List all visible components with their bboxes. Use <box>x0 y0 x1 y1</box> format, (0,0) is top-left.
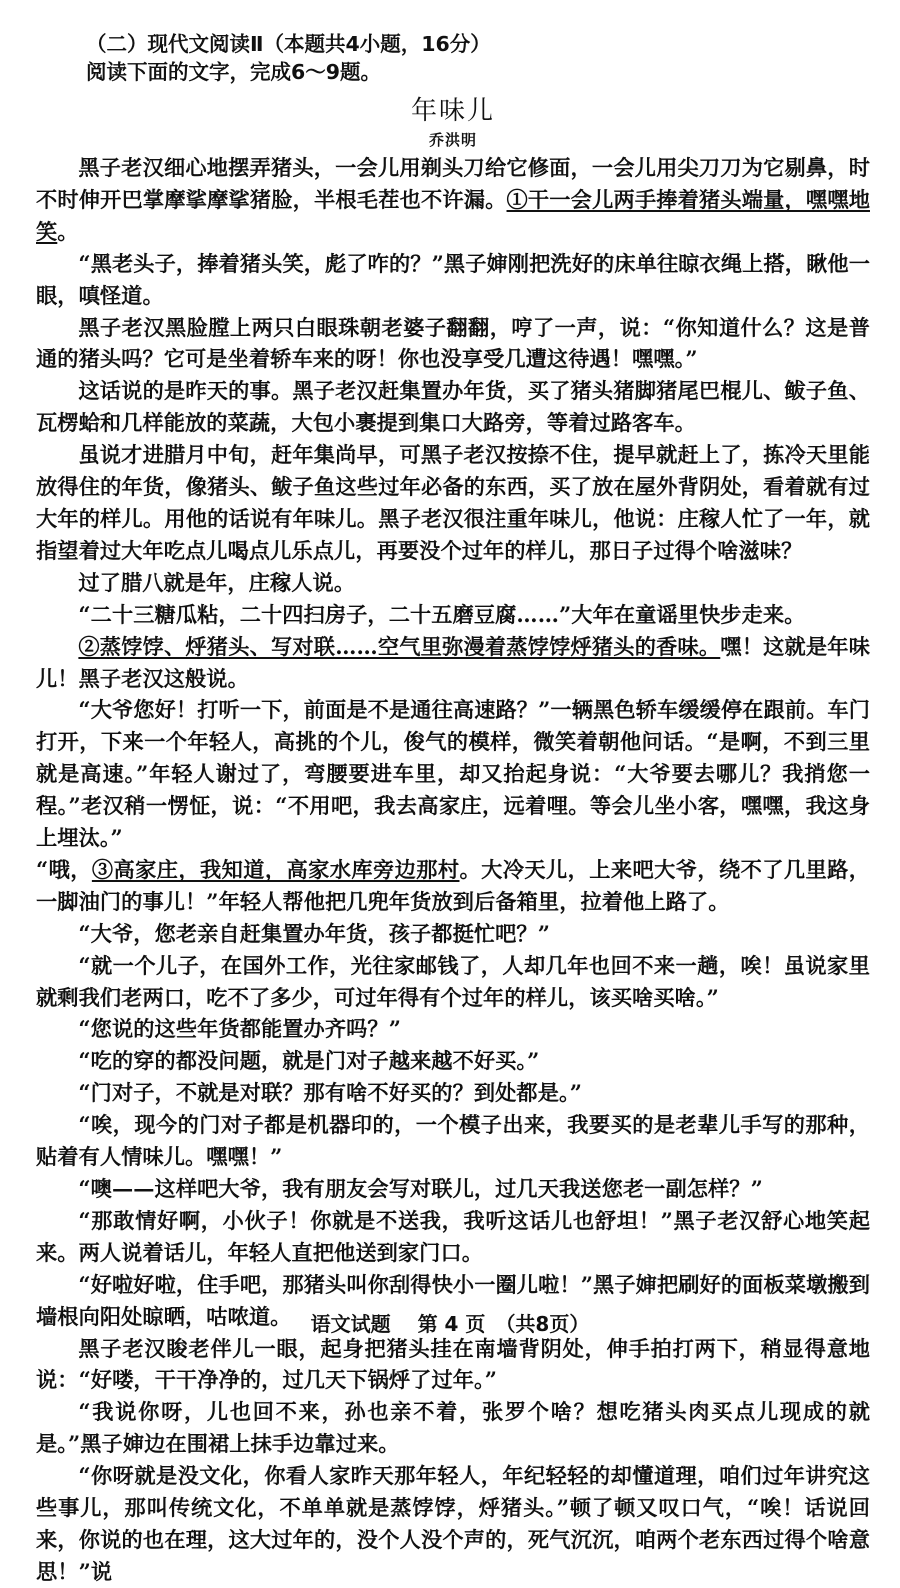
paragraph: “大爷，您老亲自赶集置办年货，孩子都挺忙吧？” <box>78 920 551 946</box>
paragraph: “黑老头子，捧着猪头笑，彪了咋的？”黑子婶刚把洗好的床单往晾衣绳上搭，瞅他一眼，嗔怪道。 <box>36 250 870 308</box>
underlined-sentence-2: ②蒸饽饽、烀猪头、写对联……空气里弥漫着蒸饽饽烀猪头的香味。 <box>78 633 721 659</box>
paragraph: “二十三糖瓜粘，二十四扫房子，二十五磨豆腐……”大年在童谣里快步走来。 <box>78 601 806 627</box>
footer-total-pages: （共8页） <box>495 1312 590 1336</box>
article-author: 乔洪明 <box>428 131 477 149</box>
paragraph-text: 嘿！这就是年味儿！黑子老汉这般说。 <box>36 633 870 691</box>
paragraph: 这话说的是昨天的事。黑子老汉赶集置办年货，买了猪头猪脚猪尾巴棍儿、鲅子鱼、瓦楞蛤和几样能放的菜蔬，大包小裹提到集口大路旁，等着过路客车。 <box>36 378 870 436</box>
section-heading: （二）现代文阅读Ⅱ（本题共4小题，16分） <box>86 32 491 56</box>
paragraph: “那敢情好啊，小伙子！你就是不送我，我听这话儿也舒坦！”黑子老汉舒心地笑起来。两人说着话儿，年轻人直把他送到家门口。 <box>36 1207 870 1265</box>
paragraph: 过了腊八就是年，庄稼人说。 <box>78 569 356 595</box>
article-title: 年味儿 <box>410 96 495 126</box>
paragraph: “我说你呀，儿也回不来，孙也亲不着，张罗个啥？想吃猪头肉买点儿现成的就是。”黑子婶边在围裙上抹手边靠过来。 <box>36 1399 870 1457</box>
paragraph: “噢——这样吧大爷，我有朋友会写对联儿，过几天我送您老一副怎样？” <box>78 1176 763 1201</box>
paragraph-text: 。大冷天儿，上来吧大爷，绕不了几里路，一脚油门的事儿！”年轻人帮他把几兜年货放到后备箱里，拉着他上路了。 <box>36 856 870 914</box>
paragraph: “大爷您好！打听一下，前面是不是通往高速路？”一辆黑色轿车缓缓停在跟前。车门打开，下来一个年轻人，高挑的个儿，俊气的模样，微笑着朝他问话。“是啊，不到三里就是高速。”年轻人谢过了，弯腰要进车里，却又抬起身说：“大爷要去哪儿？我捎您一程。”老汉稍一愣怔，说：“不用吧，我去高家庄，远着哩。等会儿坐小客，嘿嘿，我这身上埋汰。” <box>36 697 870 851</box>
paragraph: 黑子老汉睃老伴儿一眼，起身把猪头挂在南墙背阴处，伸手拍打两下，稍显得意地说：“好喽，干干净净的，过几天下锅烀了过年。” <box>36 1335 870 1393</box>
paragraph: “就一个儿子，在国外工作，光往家邮钱了，人却几年也回不来一趟，唉！虽说家里就剩我们老两口，吃不了多少，可过年得有个过年的样儿，该买啥买啥。” <box>36 952 870 1010</box>
paragraph: “吃的穿的都没问题，就是门对子越来越不好买。” <box>78 1048 540 1074</box>
page-footer <box>0 1310 900 1338</box>
paragraph <box>36 631 870 695</box>
paragraph: “唉，现今的门对子都是机器印的，一个模子出来，我要买的是老辈儿手写的那种，贴着有人情味儿。嘿嘿！” <box>36 1112 870 1170</box>
paragraph: “好啦好啦，住手吧，那猪头叫你刮得快小一圈儿啦！”黑子婶把刷好的面板菜墩搬到墙根向阳处晾晒，咕哝道。 <box>36 1271 870 1329</box>
underlined-sentence-1: ①干一会儿两手捧着猪头端量，嘿嘿地笑 <box>36 186 870 244</box>
paragraph: “您说的这些年货都能置办齐吗？” <box>78 1016 401 1042</box>
paragraph-text: “哦， <box>36 856 92 882</box>
paragraph: “门对子，不就是对联？那有啥不好买的？到处都是。” <box>78 1080 582 1106</box>
paragraph: 虽说才进腊月中旬，赶年集尚早，可黑子老汉按捺不住，提早就赶上了，拣冷天里能放得住的年货，像猪头、鲅子鱼这些过年必备的东西，买了放在屋外背阴处，看着就有过大年的样儿。用他的话说有年味儿。黑子老汉很注重年味儿，他说：庄稼人忙了一年，就指望着过大年吃点儿喝点儿乐点儿，再要没个过年的样儿，那日子过得个啥滋味？ <box>36 442 870 563</box>
instruction: 阅读下面的文字，完成6～9题。 <box>86 60 382 84</box>
paragraph-text: 黑子老汉细心地摆弄猪头，一会儿用剃头刀给它修面，一会儿用尖刀刀为它剔鼻，时不时伸开巴掌摩挲摩挲猪脸，半根毛茬也不许漏。 <box>36 155 870 212</box>
footer-subject: 语文试题 <box>310 1312 391 1336</box>
paragraph-text: 。 <box>57 218 79 244</box>
paragraph <box>36 854 870 918</box>
underlined-sentence-3: ③高家庄，我知道，高家水库旁边那村 <box>91 856 460 882</box>
article-body <box>36 152 870 1588</box>
paragraph <box>36 152 870 248</box>
paragraph: “你呀就是没文化，你看人家昨天那年轻人，年纪轻轻的却懂道理，咱们过年讲究这些事儿，那叫传统文化，不单单就是蒸饽饽，烀猪头。”顿了顿又叹口气，“唉！话说回来，你说的也在理，这大过年的，没个人没个声的，死气沉沉，咱两个老东西过得个啥意思！”说 <box>36 1463 870 1584</box>
paragraph: 黑子老汉黑脸膛上两只白眼珠朝老婆子翻翻，哼了一声，说：“你知道什么？这是普通的猪头吗？它可是坐着轿车来的呀！你也没享受几遭这待遇！嘿嘿。” <box>36 314 870 372</box>
footer-page-number: 第 4 页 <box>417 1312 486 1336</box>
